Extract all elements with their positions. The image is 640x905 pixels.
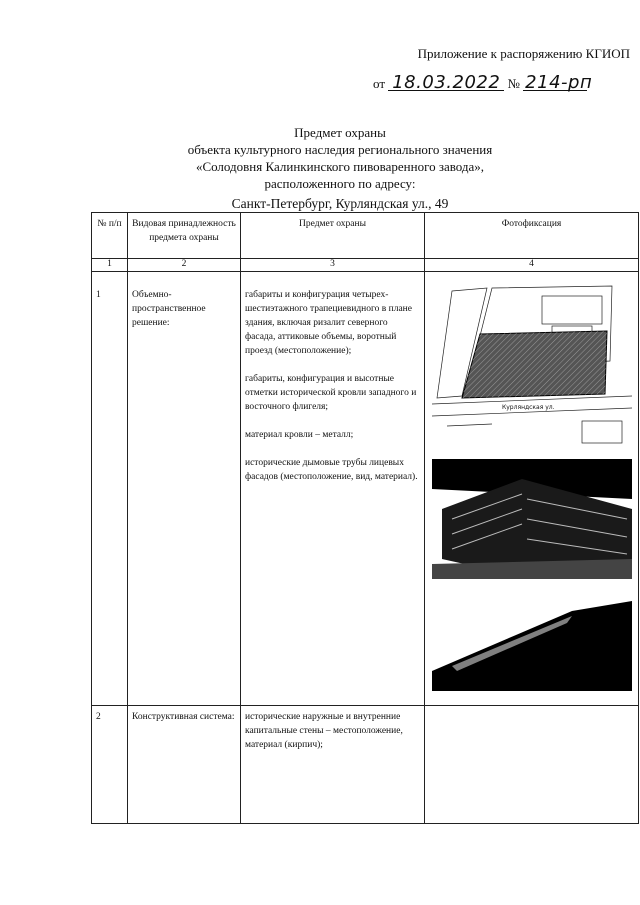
- col-number: 2: [128, 259, 241, 272]
- title-line-4: расположенного по адресу:: [264, 176, 416, 191]
- title-line-1: Предмет охраны: [294, 125, 386, 140]
- map-street-label: Курляндская ул.: [501, 404, 555, 411]
- from-label: от: [373, 76, 386, 91]
- title-line-3: «Солодовня Калинкинского пивоваренного завода»,: [195, 159, 485, 174]
- header-subject: Предмет охраны: [241, 213, 425, 259]
- list-item: габариты, конфигурация и высотные отметки исторической кровли западного и восточного флигеля;: [245, 374, 417, 412]
- row-category: Конструктивная система:: [128, 706, 241, 824]
- column-number-row: [92, 259, 639, 272]
- list-item: габариты и конфигурация четырех-шестиэтажного трапециевидного в плане здания, включая ризалит северного фасада, аттиковые объемы, воротный проезд (местоположение);: [245, 290, 412, 356]
- title-line-5: Санкт-Петербург, Курляндская ул., 49: [231, 196, 449, 211]
- order-ref: [373, 72, 593, 93]
- building-photo: [432, 459, 632, 579]
- order-date: 18.03.2022: [388, 76, 504, 91]
- row-photos: [425, 706, 639, 824]
- col-number: 3: [241, 259, 425, 272]
- number-label: №: [507, 76, 520, 91]
- row-category: Объемно-пространственное решение:: [128, 272, 241, 706]
- table-row: [92, 706, 639, 824]
- row-items: [241, 706, 425, 824]
- header-num: № п/п: [92, 213, 128, 259]
- table-header-row: [92, 213, 639, 259]
- document-title: [150, 124, 530, 212]
- list-item: исторические наружные и внутренние капитальные стены – местоположение, материал (кирпич);: [245, 712, 403, 750]
- order-number: 214-рп: [525, 72, 593, 93]
- list-item: материал кровли – металл;: [245, 430, 354, 440]
- row-num: 2: [92, 706, 128, 824]
- table-row: [92, 272, 639, 706]
- row-items: [241, 272, 425, 706]
- col-number: 1: [92, 259, 128, 272]
- header-photo: Фотофиксация: [425, 213, 639, 259]
- header-category: Видовая принадлежность предмета охраны: [128, 213, 241, 259]
- title-line-2: объекта культурного наследия регионального значения: [187, 142, 493, 157]
- annex-title: Приложение к распоряжению КГИОП: [417, 46, 630, 61]
- protection-table: [91, 212, 639, 824]
- row-num: 1: [92, 272, 128, 706]
- row-photos: [425, 272, 639, 706]
- roof-photo: [432, 591, 632, 691]
- site-map-image: [432, 276, 632, 451]
- list-item: исторические дымовые трубы лицевых фасадов (местоположение, вид, материал).: [245, 458, 418, 482]
- col-number: 4: [425, 259, 639, 272]
